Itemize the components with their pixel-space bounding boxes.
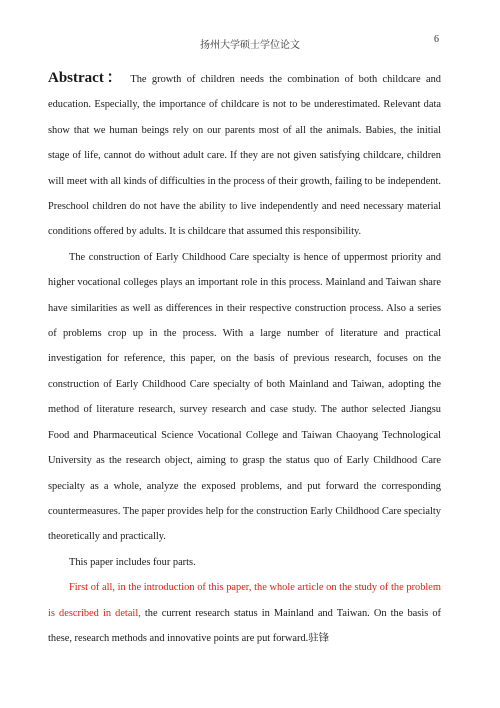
paragraph-4-tail: 驻锋	[308, 632, 330, 644]
abstract-body	[48, 66, 441, 651]
page-header: 扬州大学硕士学位论文	[200, 40, 300, 51]
page-number: 6	[434, 34, 439, 45]
abstract-paragraph-4	[48, 575, 441, 651]
abstract-heading: Abstract：	[48, 70, 125, 86]
highlighted-text: First of all, in the introduction of this paper, the whole article on the study of the problem is described in detail,	[48, 582, 441, 619]
paragraph-4-text: the current research status in Mainland and Taiwan. On the basis of these, research methods and innovative points are put forward.	[48, 607, 442, 644]
abstract-paragraph-1-text: The growth of children needs the combination of both childcare and education. Especially, the importance of childcare is not to be underestimated. Relevant data show that we human beings rely on our parents most of all the animals. Babies, the initial stage of life, cannot do without adult care. If they are not given satisfying childcare, children will meet with all kinds of difficulties in the process of their growth, failing to be independent. Preschool children do not have the ability to live independently and need necessary material conditions offered by adults. It is childcare that assumed this responsibility.	[48, 74, 441, 238]
abstract-paragraph-3: This paper includes four parts.	[69, 556, 196, 568]
abstract-paragraph-2: The construction of Early Childhood Care specialty is hence of uppermost priority and higher vocational colleges plays an important role in this process. Mainland and Taiwan share have similarities as well as differences in their respective construction process. Also a series of problems crop up in the process. With a large number of literature and practical investigation for reference, this paper, on the basis of previous research, focuses on the construction of Early Childhood Care specialty of both Mainland and Taiwan, adopting the method of literature research, survey research and case study. The author selected Jiangsu Food and Pharmaceutical Science Vocational College and Taiwan Chaoyang Technological University as the research object, aiming to grasp the status quo of Early Childhood Care specialty as a whole, analyze the exposed problems, and put forward the corresponding countermeasures. The paper provides help for the construction Early Childhood Care specialty theoretically and practically.	[48, 251, 441, 543]
abstract-paragraph-1	[48, 66, 441, 245]
